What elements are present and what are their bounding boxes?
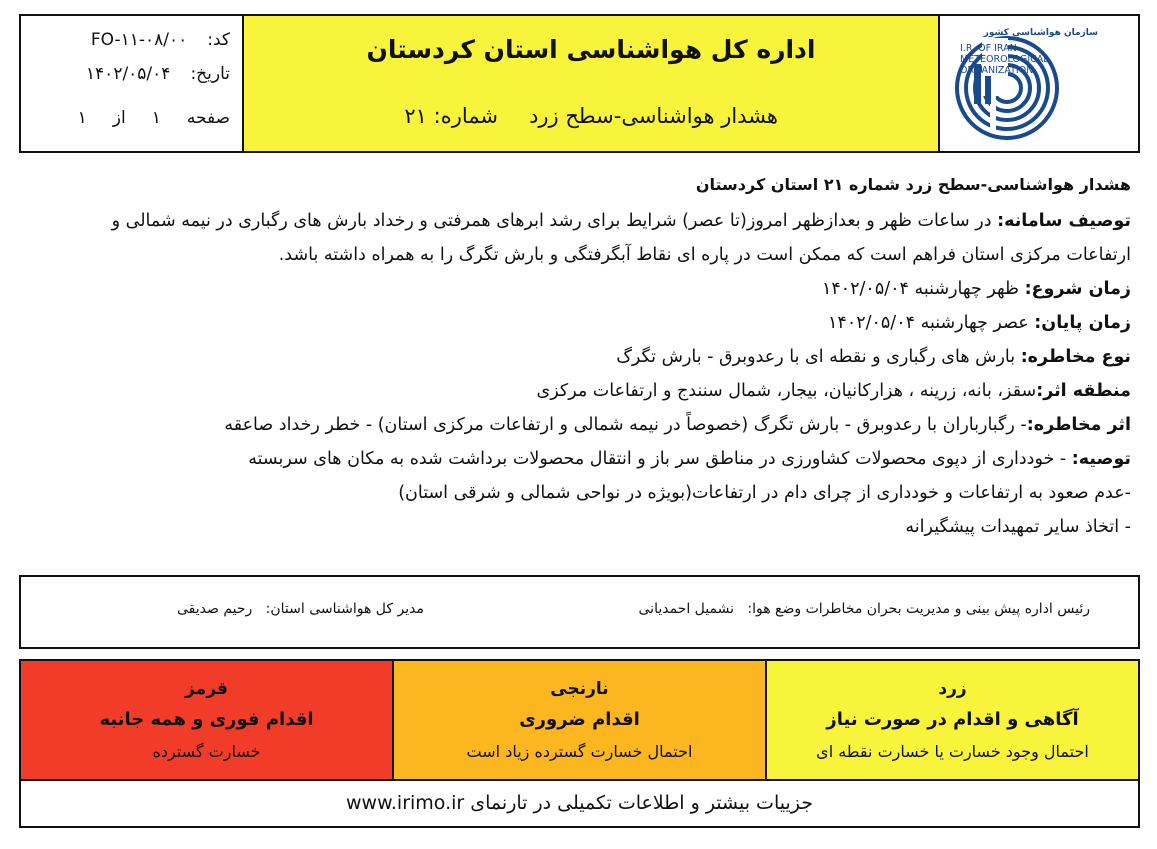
hazard-type-line xyxy=(48,340,1131,374)
recommend-line: -عدم صعود به ارتفاعات و خودداری از چرای دام در ارتفاعات(بویژه در نواحی شمالی و شرقی استان) xyxy=(398,483,1131,503)
level-desc: خسارت گسترده xyxy=(152,742,261,761)
logo-cell xyxy=(938,16,1138,151)
description-text: در ساعات ظهر و بعدازظهر امروز(تا عصر) شرایط برای رشد ابرهای همرفتی و رخداد بارش های رگباری در نیمه شمالی و xyxy=(111,211,998,231)
start-label: زمان شروع: xyxy=(1024,279,1131,299)
page-current: ۱ xyxy=(151,108,161,128)
end-label: زمان پایان: xyxy=(1034,313,1131,333)
logo-en-text xyxy=(960,43,1080,76)
start-time-line xyxy=(48,272,1131,306)
effect-line xyxy=(48,408,1131,442)
level-desc: احتمال وجود خسارت یا خسارت نقطه ای xyxy=(816,742,1089,761)
org-name: اداره کل هواشناسی استان کردستان xyxy=(366,35,816,64)
area-label: منطقه اثر: xyxy=(1036,381,1131,401)
logo-en-line: METEOROLOGICAL xyxy=(960,54,1049,65)
logo-en-line: I.R. OF IRAN xyxy=(960,43,1017,54)
director-name: رحیم صدیقی xyxy=(177,601,253,617)
recommend-line xyxy=(48,442,1131,476)
date-value: ۱۴۰۲/۰۵/۰۴ xyxy=(85,64,171,84)
level-name: نارنجی xyxy=(550,679,609,699)
end-time-line xyxy=(48,306,1131,340)
level-name: قرمز xyxy=(185,679,228,699)
head-name: نشمیل احمدیانی xyxy=(638,601,734,617)
website-footer[interactable]: جزییات بیشتر و اطلاعات تکمیلی در تارنمای www.irimo.ir xyxy=(346,792,813,814)
document-header xyxy=(19,14,1140,153)
recommend-label: توصیه: xyxy=(1071,449,1131,469)
level-row xyxy=(21,661,1138,781)
head-signature xyxy=(639,601,1090,617)
page-row xyxy=(78,108,230,128)
description-line xyxy=(48,204,1131,238)
level-desc: احتمال خسارت گسترده زیاد است xyxy=(466,742,693,761)
director-role: مدیر کل هواشناسی استان: xyxy=(265,601,424,617)
page-total: ۱ xyxy=(77,108,87,128)
logo-fa-text: سازمان هواشناسی کشور xyxy=(983,28,1098,38)
start-value: ظهر چهارشنبه ۱۴۰۲/۰۵/۰۴ xyxy=(821,279,1025,299)
warning-body xyxy=(48,170,1131,544)
level-action: اقدام ضروری xyxy=(519,709,640,730)
title-cell xyxy=(242,16,938,151)
effect-value: - رگبارباران با رعدوبرق - بارش تگرگ (خصوصاً در نیمه شمالی و ارتفاعات مرکزی استان) - خطر رخداد صاعقه xyxy=(224,415,1027,435)
page-of: از xyxy=(112,108,126,128)
recommend-value: - خودداری از دپوی محصولات کشاورزی در مناطق سر باز و انتقال محصولات برداشت شده به مکان های سربسته xyxy=(248,449,1072,469)
warning-subject: هشدار هواشناسی-سطح زرد شماره ۲۱ استان کردستان xyxy=(695,175,1131,194)
level-yellow xyxy=(767,661,1138,779)
effect-label: اثر مخاطره: xyxy=(1026,415,1131,435)
area-line xyxy=(48,374,1131,408)
director-signature xyxy=(177,601,424,617)
recommend-line: - اتخاذ سایر تمهیدات پیشگیرانه xyxy=(905,517,1131,537)
description-line: ارتفاعات مرکزی استان فراهم است که ممکن است در پاره ای نقاط آبگرفتگی و بارش تگرگ را به همراه داشته باشد. xyxy=(278,245,1131,265)
signature-box xyxy=(19,575,1140,649)
code-cell xyxy=(21,16,242,151)
logo-en-line: ORGANIZATION xyxy=(960,65,1034,76)
warning-title: هشدار هواشناسی-سطح زرد xyxy=(529,104,778,128)
code-row xyxy=(91,30,230,50)
level-red xyxy=(21,661,394,779)
description-label: توصیف سامانه: xyxy=(997,211,1131,231)
date-label: تاریخ: xyxy=(190,64,230,84)
hazard-type-label: نوع مخاطره: xyxy=(1020,347,1131,367)
level-name: زرد xyxy=(938,679,967,699)
hazard-type-value: بارش های رگباری و نقطه ای با رعدوبرق - بارش تگرگ xyxy=(616,347,1021,367)
warning-number: شماره: ۲۱ xyxy=(404,104,498,128)
level-action: اقدام فوری و همه جانبه xyxy=(99,709,314,730)
end-value: عصر چهارشنبه ۱۴۰۲/۰۵/۰۴ xyxy=(828,313,1035,333)
code-value: FO-۱۱-۰۸/۰۰ xyxy=(90,30,188,50)
warning-level-legend xyxy=(19,659,1140,828)
date-row xyxy=(86,64,230,84)
head-role: رئیس اداره پیش بینی و مدیریت بحران مخاطرات وضع هوا: xyxy=(747,601,1090,617)
area-value: سقز، بانه، زرینه ، هزارکانیان، بیجار، شمال سنندج و ارتفاعات مرکزی xyxy=(536,381,1037,401)
level-orange xyxy=(394,661,767,779)
code-label: کد: xyxy=(207,30,230,50)
level-action: آگاهی و اقدام در صورت نیاز xyxy=(826,709,1079,730)
page-label: صفحه xyxy=(186,108,230,128)
